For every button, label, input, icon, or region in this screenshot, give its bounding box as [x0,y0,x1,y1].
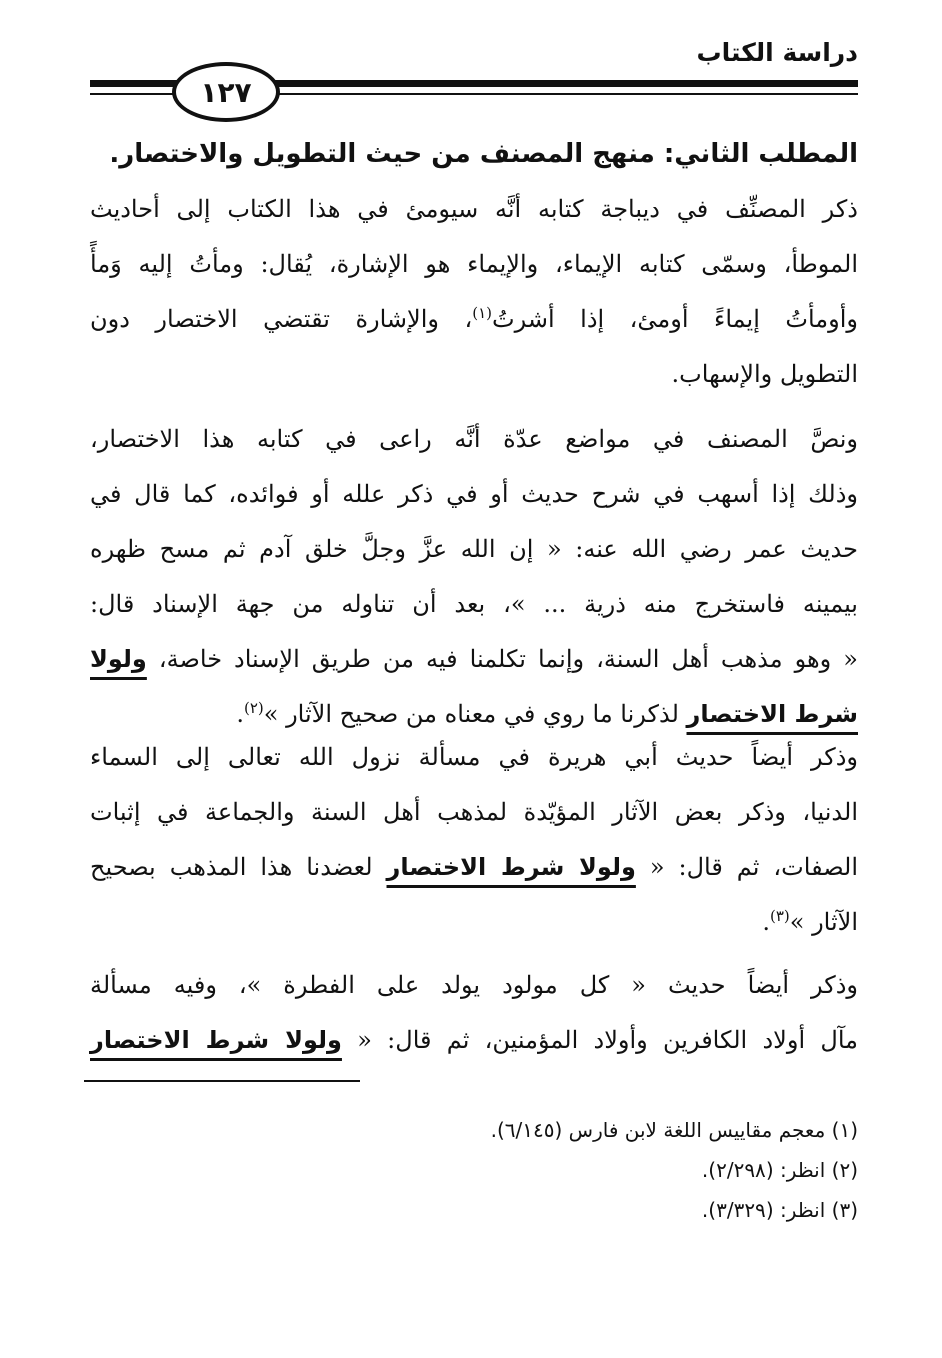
footnote-3: (٣) انظر: (٣/٣٢٩). [701,1198,858,1222]
footnote-ref-2: (٢) [243,699,264,717]
text-line: الدنيا، وذكر بعض الآثار المؤيّدة لمذهب أهل السنة والجماعة في إثبات [90,798,858,826]
footnote-ref-1: (١) [472,304,493,322]
text-line: حديث عمر رضي الله عنه: « إن الله عزَّ وجلَّ خلق آدم ثم مسح ظهره [90,535,858,563]
page-number-badge [172,62,280,122]
page-number: ١٢٧ [200,75,252,109]
footnotes [90,1110,858,1230]
text-line: ذكر المصنِّف في ديباجة كتابه أنَّه سيومئ في هذا الكتاب إلى أحاديث [90,195,858,223]
text-run: . [762,908,770,936]
emphasis-text: ولولا شرط الاختصار [90,1026,342,1054]
text-line [90,840,858,895]
text-line [90,292,858,347]
paragraph-3 [90,730,858,950]
text-run: الآثار » [789,908,858,936]
footnote-separator [84,1080,360,1082]
text-line: وذلك إذا أسهب في شرح حديث أو في ذكر علله أو فوائده، كما قال في [90,480,858,508]
text-run: مآل أولاد الكافرين وأولاد المؤمنين، ثم قال: « [357,1026,858,1054]
text-line: التطويل والإسهاب. [671,360,858,388]
text-run: لذكرنا ما روي في معناه من صحيح الآثار » [263,700,679,728]
text-line: وذكر أيضاً حديث « كل مولود يولد على الفطرة »، وفيه مسألة [90,971,858,999]
text-line [90,895,858,950]
text-line [90,632,858,687]
text-run: الصفات، ثم قال: « [649,853,859,881]
text-line [90,1013,858,1068]
running-title: دراسة الكتاب [696,38,858,67]
text-line: وذكر أيضاً حديث أبي هريرة في مسألة نزول الله تعالى إلى السماء [90,743,858,771]
text-run: . [236,700,244,728]
section-title: المطلب الثاني: منهج المصنف من حيث التطويل والاختصار. [109,139,858,169]
paragraph-1 [90,182,858,402]
footnote-2: (٢) انظر: (٢/٢٩٨). [701,1158,858,1182]
text-run: ، والإشارة تقتضي الاختصار دون [90,305,473,333]
text-line: ونصَّ المصنف في مواضع عدّة أنَّه راعى في كتابه هذا الاختصار، [90,425,858,453]
paragraph-4 [90,958,858,1068]
paragraph-2 [90,412,858,742]
emphasis-text: شرط الاختصار [686,700,858,728]
footnote-1: (١) معجم مقاييس اللغة لابن فارس (٦/١٤٥). [490,1118,858,1142]
text-run: لعضدنا هذا المذهب بصحيح [90,853,373,881]
emphasis-text: ولولا [90,645,147,673]
footnote-ref-3: (٣) [769,907,790,925]
text-line: الموطأ، وسمّى كتابه الإيماء، والإيماء هو الإشارة، يُقال: ومأتُ إليه وَمأً [90,250,858,278]
emphasis-text: ولولا شرط الاختصار [386,853,636,881]
text-run: « وهو مذهب أهل السنة، وإنما تكلمنا فيه من طريق الإسناد خاصة، [158,645,858,673]
text-run: وأومأتُ إيماءً أومئ، إذا أشرتُ [492,305,858,333]
text-line: بيمينه فاستخرج منه ذرية ... »، بعد أن تناوله من جهة الإسناد قال: [90,590,858,618]
